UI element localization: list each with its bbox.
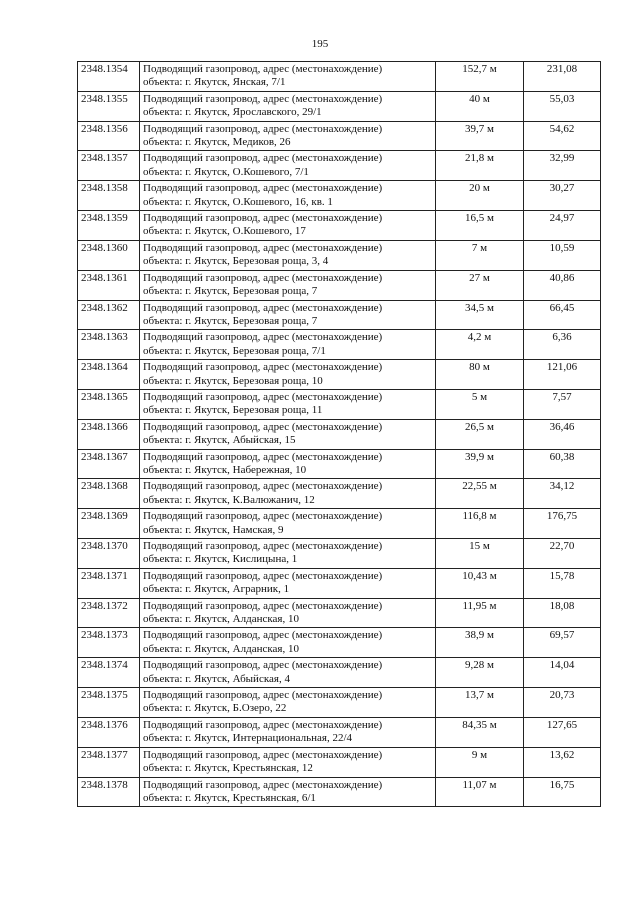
registry-number-cell: 2348.1364 [78,360,140,390]
description-line-1: Подводящий газопровод, адрес (местонахождение) [143,659,383,672]
registry-number-cell: 2348.1362 [78,300,140,330]
registry-number-cell: 2348.1361 [78,270,140,300]
table-row [78,389,601,419]
value-cell: 30,27 [524,181,601,211]
length-cell: 116,8 м [436,509,524,539]
description-line-1: Подводящий газопровод, адрес (местонахождение) [143,92,383,105]
description-cell [140,539,436,569]
length-cell: 27 м [436,270,524,300]
value-cell: 14,04 [524,658,601,688]
table-row [78,300,601,330]
description-line-1: Подводящий газопровод, адрес (местонахождение) [143,748,383,761]
description-cell [140,62,436,92]
length-cell: 26,5 м [436,419,524,449]
length-cell: 20 м [436,181,524,211]
description-cell [140,419,436,449]
description-line-1: Подводящий газопровод, адрес (местонахождение) [143,301,383,314]
length-cell: 7 м [436,240,524,270]
registry-number-cell: 2348.1367 [78,449,140,479]
registry-number-cell: 2348.1354 [78,62,140,92]
length-cell: 15 м [436,539,524,569]
value-cell: 69,57 [524,628,601,658]
value-cell: 13,62 [524,747,601,777]
description-line-2: объекта: г. Якутск, Намская, 9 [143,523,284,536]
description-line-1: Подводящий газопровод, адрес (местонахождение) [143,241,383,254]
description-cell [140,151,436,181]
table-row [78,121,601,151]
description-line-1: Подводящий газопровод, адрес (местонахождение) [143,63,383,75]
property-registry-table [77,61,601,807]
description-line-1: Подводящий газопровод, адрес (местонахождение) [143,212,383,225]
description-line-2: объекта: г. Якутск, Березовая роща, 7 [143,314,318,327]
description-line-2: объекта: г. Якутск, Интернациональная, 22/4 [143,732,353,745]
value-cell: 60,38 [524,449,601,479]
registry-number-cell: 2348.1358 [78,181,140,211]
description-line-1: Подводящий газопровод, адрес (местонахождение) [143,718,383,731]
table-row [78,598,601,628]
value-cell: 127,65 [524,717,601,747]
description-line-1: Подводящий газопровод, адрес (местонахождение) [143,629,383,642]
description-cell [140,688,436,718]
description-cell [140,181,436,211]
value-cell: 55,03 [524,91,601,121]
length-cell: 10,43 м [436,568,524,598]
description-cell [140,479,436,509]
description-line-2: объекта: г. Якутск, Крестьянская, 12 [143,762,313,775]
description-cell [140,240,436,270]
length-cell: 16,5 м [436,211,524,241]
value-cell: 54,62 [524,121,601,151]
registry-number-cell: 2348.1378 [78,777,140,807]
description-line-1: Подводящий газопровод, адрес (местонахождение) [143,599,383,612]
value-cell: 20,73 [524,688,601,718]
registry-number-cell: 2348.1374 [78,658,140,688]
description-line-1: Подводящий газопровод, адрес (местонахождение) [143,450,383,463]
description-cell [140,360,436,390]
description-line-1: Подводящий газопровод, адрес (местонахождение) [143,569,383,582]
table-row [78,330,601,360]
length-cell: 22,55 м [436,479,524,509]
description-line-1: Подводящий газопровод, адрес (местонахождение) [143,420,383,433]
length-cell: 40 м [436,91,524,121]
page-number: 195 [311,38,329,50]
description-cell [140,449,436,479]
registry-number-cell: 2348.1365 [78,389,140,419]
description-cell [140,747,436,777]
description-cell [140,628,436,658]
description-line-1: Подводящий газопровод, адрес (местонахождение) [143,182,383,195]
length-cell: 4,2 м [436,330,524,360]
value-cell: 16,75 [524,777,601,807]
description-line-2: объекта: г. Якутск, Медиков, 26 [143,136,291,149]
description-line-2: объекта: г. Якутск, Крестьянская, 6/1 [143,791,316,804]
description-line-2: объекта: г. Якутск, Березовая роща, 7/1 [143,344,326,357]
description-cell [140,270,436,300]
value-cell: 22,70 [524,539,601,569]
description-line-2: объекта: г. Якутск, Березовая роща, 10 [143,374,323,387]
description-cell [140,598,436,628]
registry-number-cell: 2348.1370 [78,539,140,569]
table-row [78,509,601,539]
length-cell: 21,8 м [436,151,524,181]
description-line-1: Подводящий газопровод, адрес (местонахождение) [143,331,383,344]
description-line-2: объекта: г. Якутск, Янская, 7/1 [143,76,286,89]
description-line-2: объекта: г. Якутск, Аграрник, 1 [143,583,290,596]
length-cell: 5 м [436,389,524,419]
registry-number-cell: 2348.1355 [78,91,140,121]
length-cell: 34,5 м [436,300,524,330]
table-row [78,747,601,777]
table-row [78,628,601,658]
description-line-1: Подводящий газопровод, адрес (местонахождение) [143,778,383,791]
value-cell: 7,57 [524,389,601,419]
description-line-2: объекта: г. Якутск, О.Кошевого, 7/1 [143,165,309,178]
description-line-1: Подводящий газопровод, адрес (местонахождение) [143,390,383,403]
description-line-2: объекта: г. Якутск, Березовая роща, 11 [143,404,323,417]
description-line-2: объекта: г. Якутск, Березовая роща, 7 [143,285,318,298]
description-cell [140,717,436,747]
description-line-1: Подводящий газопровод, адрес (местонахождение) [143,480,383,493]
registry-number-cell: 2348.1356 [78,121,140,151]
value-cell: 24,97 [524,211,601,241]
description-line-2: объекта: г. Якутск, О.Кошевого, 17 [143,225,306,238]
table-row [78,449,601,479]
value-cell: 121,06 [524,360,601,390]
table-row [78,539,601,569]
description-line-1: Подводящий газопровод, адрес (местонахождение) [143,540,383,552]
description-line-1: Подводящий газопровод, адрес (местонахождение) [143,122,383,135]
description-line-2: объекта: г. Якутск, Б.Озеро, 22 [143,702,287,715]
description-cell [140,91,436,121]
registry-number-cell: 2348.1360 [78,240,140,270]
table-row [78,688,601,718]
table-row [78,270,601,300]
registry-number-cell: 2348.1372 [78,598,140,628]
length-cell: 11,07 м [436,777,524,807]
table-row [78,360,601,390]
table-row [78,151,601,181]
registry-number-cell: 2348.1373 [78,628,140,658]
table-row [78,211,601,241]
description-line-2: объекта: г. Якутск, Кислицына, 1 [143,553,298,566]
registry-number-cell: 2348.1369 [78,509,140,539]
description-line-1: Подводящий газопровод, адрес (местонахождение) [143,510,383,523]
description-line-2: объекта: г. Якутск, Абыйская, 15 [143,434,296,447]
length-cell: 9,28 м [436,658,524,688]
table-row [78,658,601,688]
registry-number-cell: 2348.1368 [78,479,140,509]
description-line-2: объекта: г. Якутск, К.Валюжанич, 12 [143,493,315,506]
value-cell: 176,75 [524,509,601,539]
table-row [78,181,601,211]
value-cell: 34,12 [524,479,601,509]
description-cell [140,330,436,360]
registry-number-cell: 2348.1363 [78,330,140,360]
value-cell: 231,08 [524,62,601,92]
description-line-2: объекта: г. Якутск, Ярославского, 29/1 [143,106,322,119]
registry-number-cell: 2348.1359 [78,211,140,241]
description-cell [140,211,436,241]
description-line-2: объекта: г. Якутск, Алданская, 10 [143,613,299,626]
length-cell: 84,35 м [436,717,524,747]
description-line-2: объекта: г. Якутск, Алданская, 10 [143,642,299,655]
table-row [78,717,601,747]
description-line-1: Подводящий газопровод, адрес (местонахождение) [143,689,383,702]
table-row [78,479,601,509]
description-line-2: объекта: г. Якутск, Березовая роща, 3, 4 [143,255,329,268]
registry-number-cell: 2348.1357 [78,151,140,181]
description-cell [140,389,436,419]
value-cell: 6,36 [524,330,601,360]
description-cell [140,300,436,330]
registry-number-cell: 2348.1366 [78,419,140,449]
table-row [78,568,601,598]
description-line-2: объекта: г. Якутск, Набережная, 10 [143,463,307,476]
description-line-1: Подводящий газопровод, адрес (местонахождение) [143,361,383,374]
description-cell [140,121,436,151]
length-cell: 80 м [436,360,524,390]
length-cell: 38,9 м [436,628,524,658]
description-cell [140,568,436,598]
description-line-2: объекта: г. Якутск, Абыйская, 4 [143,672,290,685]
description-line-2: объекта: г. Якутск, О.Кошевого, 16, кв. 1 [143,195,333,208]
length-cell: 39,7 м [436,121,524,151]
table-row [78,419,601,449]
value-cell: 15,78 [524,568,601,598]
table-row [78,62,601,92]
value-cell: 40,86 [524,270,601,300]
value-cell: 32,99 [524,151,601,181]
value-cell: 10,59 [524,240,601,270]
value-cell: 36,46 [524,419,601,449]
table-row [78,240,601,270]
registry-number-cell: 2348.1371 [78,568,140,598]
length-cell: 9 м [436,747,524,777]
registry-number-cell: 2348.1375 [78,688,140,718]
registry-table-body [78,62,601,807]
registry-number-cell: 2348.1376 [78,717,140,747]
description-line-1: Подводящий газопровод, адрес (местонахождение) [143,271,383,284]
table-row [78,777,601,807]
value-cell: 66,45 [524,300,601,330]
length-cell: 11,95 м [436,598,524,628]
length-cell: 152,7 м [436,62,524,92]
description-line-1: Подводящий газопровод, адрес (местонахождение) [143,152,383,165]
value-cell: 18,08 [524,598,601,628]
description-cell [140,658,436,688]
description-cell [140,777,436,807]
table-row [78,91,601,121]
registry-number-cell: 2348.1377 [78,747,140,777]
length-cell: 39,9 м [436,449,524,479]
length-cell: 13,7 м [436,688,524,718]
description-cell [140,509,436,539]
